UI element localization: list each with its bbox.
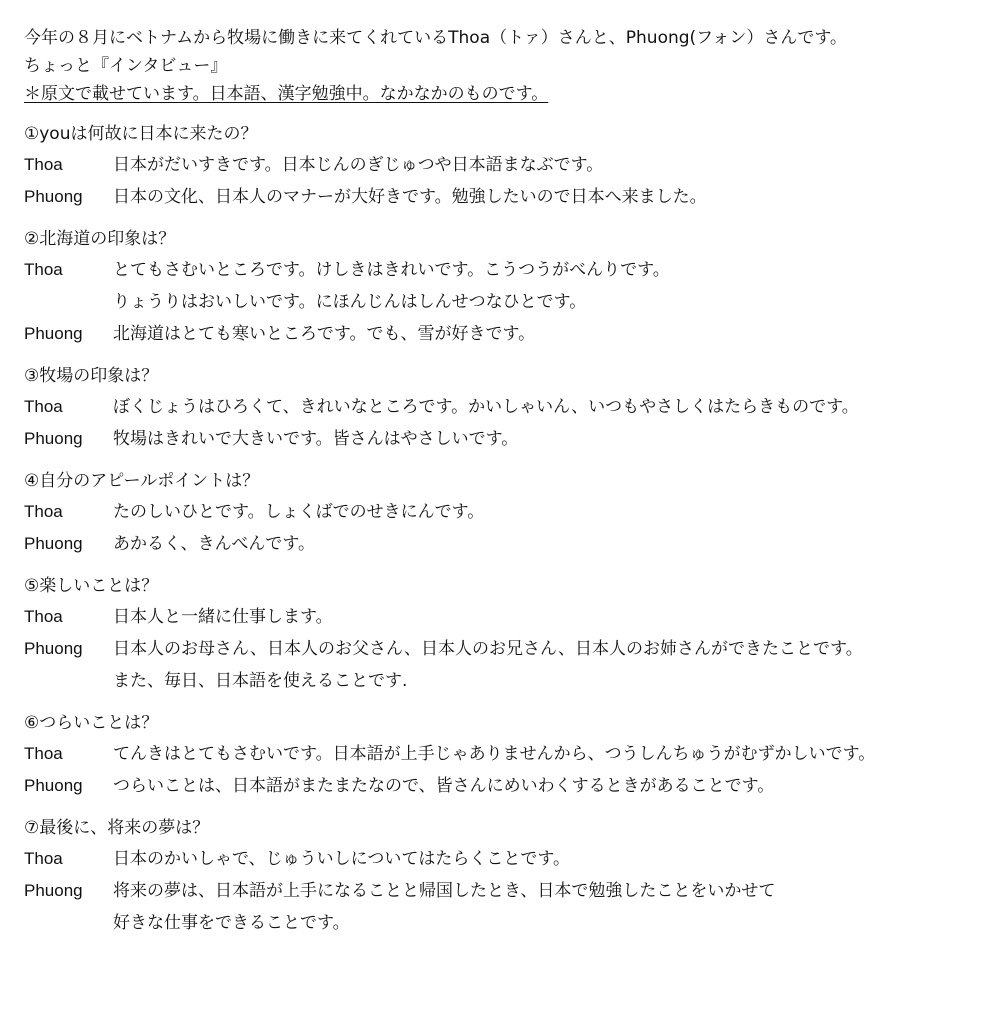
speaker-name: Thoa	[24, 260, 63, 279]
speaker-name: Thoa	[24, 744, 63, 763]
answer-line: てんきはとてもさむいです。日本語が上手じゃありませんから、つうしんちゅうがむずかしいです。	[113, 744, 876, 764]
answer-text	[113, 633, 863, 697]
answer-line: つらいことは、日本語がまたまたなので、皆さんにめいわくするときがあることです。	[113, 776, 775, 796]
question-heading: ①youは何故に日本に来たの？	[24, 124, 258, 144]
interview-section	[24, 119, 984, 213]
answer-line: とてもさむいところです。けしきはきれいです。こうつうがべんりです。	[113, 260, 670, 280]
speaker-name: Phuong	[24, 881, 83, 900]
answer-text	[113, 181, 707, 213]
answer-text	[113, 528, 315, 560]
answer-text	[113, 738, 875, 770]
answer-row	[24, 254, 984, 318]
answer-line: ぼくじょうはひろくて、きれいなところです。かいしゃいん、いつもやさしくはたらきものです。	[113, 397, 859, 417]
speaker-name: Thoa	[24, 849, 63, 868]
answer-row	[24, 875, 984, 939]
speaker-name: Thoa	[24, 397, 63, 416]
answer-row	[24, 601, 984, 633]
interview-section	[24, 224, 984, 350]
answer-line: 牧場はきれいで大きいです。皆さんはやさしいです。	[113, 429, 519, 449]
answer-line: 日本のかいしゃで、じゅういしについてはたらくことです。	[113, 849, 570, 869]
answer-line: 将来の夢は、日本語が上手になることと帰国したとき、日本で勉強したことをいかせて	[113, 881, 776, 901]
answer-text	[113, 601, 333, 633]
answer-line: 好きな仕事をできることです。	[113, 913, 350, 933]
speaker-name: Phuong	[24, 639, 83, 658]
question-heading: ⑤楽しいことは？	[24, 576, 159, 596]
answer-row	[24, 496, 984, 528]
answer-line: あかるく、きんべんです。	[113, 534, 315, 554]
intro-note: ＊原文で載せています。日本語、漢字勉強中。なかなかのものです。	[24, 84, 549, 104]
answer-text	[113, 843, 570, 875]
answer-row	[24, 528, 984, 560]
answer-text	[113, 149, 603, 181]
answer-line: りょうりはおいしいです。にほんじんはしんせつなひとです。	[113, 292, 587, 312]
interview-section	[24, 466, 984, 560]
answer-row	[24, 318, 984, 350]
speaker-name: Phuong	[24, 324, 83, 343]
speaker-name: Phuong	[24, 187, 83, 206]
speaker-name: Phuong	[24, 429, 83, 448]
answer-row	[24, 391, 984, 423]
speaker-name: Phuong	[24, 776, 83, 795]
interview-section	[24, 361, 984, 455]
question-heading: ④自分のアピールポイントは？	[24, 471, 260, 491]
speaker-name: Phuong	[24, 534, 83, 553]
answer-text	[113, 875, 775, 939]
interview-sections	[24, 119, 984, 939]
question-heading: ⑥つらいことは？	[24, 713, 159, 733]
answer-text	[113, 770, 774, 802]
answer-row	[24, 149, 984, 181]
answer-row	[24, 738, 984, 770]
answer-text	[113, 318, 535, 350]
answer-line: また、毎日、日本語を使えることです.	[113, 671, 408, 691]
answer-row	[24, 423, 984, 455]
answer-line: 日本がだいすきです。日本じんのぎじゅつや日本語まなぶです。	[113, 155, 604, 175]
answer-line: 日本の文化、日本人のマナーが大好きです。勉強したいので日本へ来ました。	[113, 187, 707, 207]
answer-row	[24, 181, 984, 213]
answer-line: たのしいひとです。しょくばでのせきにんです。	[113, 502, 485, 522]
answer-text	[113, 254, 670, 318]
interview-section	[24, 708, 984, 802]
answer-text	[113, 423, 518, 455]
question-heading: ③牧場の印象は？	[24, 366, 159, 386]
interview-document	[24, 24, 984, 939]
speaker-name: Thoa	[24, 607, 63, 626]
answer-line: 北海道はとても寒いところです。でも、雪が好きです。	[113, 324, 536, 344]
answer-row	[24, 633, 984, 697]
interview-section	[24, 813, 984, 939]
answer-text	[113, 391, 859, 423]
answer-line: 日本人と一緒に仕事します。	[113, 607, 333, 627]
speaker-name: Thoa	[24, 502, 63, 521]
speaker-name: Thoa	[24, 155, 63, 174]
answer-line: 日本人のお母さん、日本人のお父さん、日本人のお兄さん、日本人のお姉さんができたことです。	[113, 639, 863, 659]
answer-row	[24, 770, 984, 802]
question-heading: ②北海道の印象は？	[24, 229, 176, 249]
question-heading: ⑦最後に、将来の夢は？	[24, 818, 210, 838]
interview-section	[24, 571, 984, 697]
answer-row	[24, 843, 984, 875]
intro-line-1: 今年の８月にベトナムから牧場に働きに来てくれているThoa（トァ）さんと、Phuong(フォン）さんです。	[24, 28, 847, 48]
intro-line-2: ちょっと『インタビュー』	[24, 56, 228, 76]
answer-text	[113, 496, 484, 528]
